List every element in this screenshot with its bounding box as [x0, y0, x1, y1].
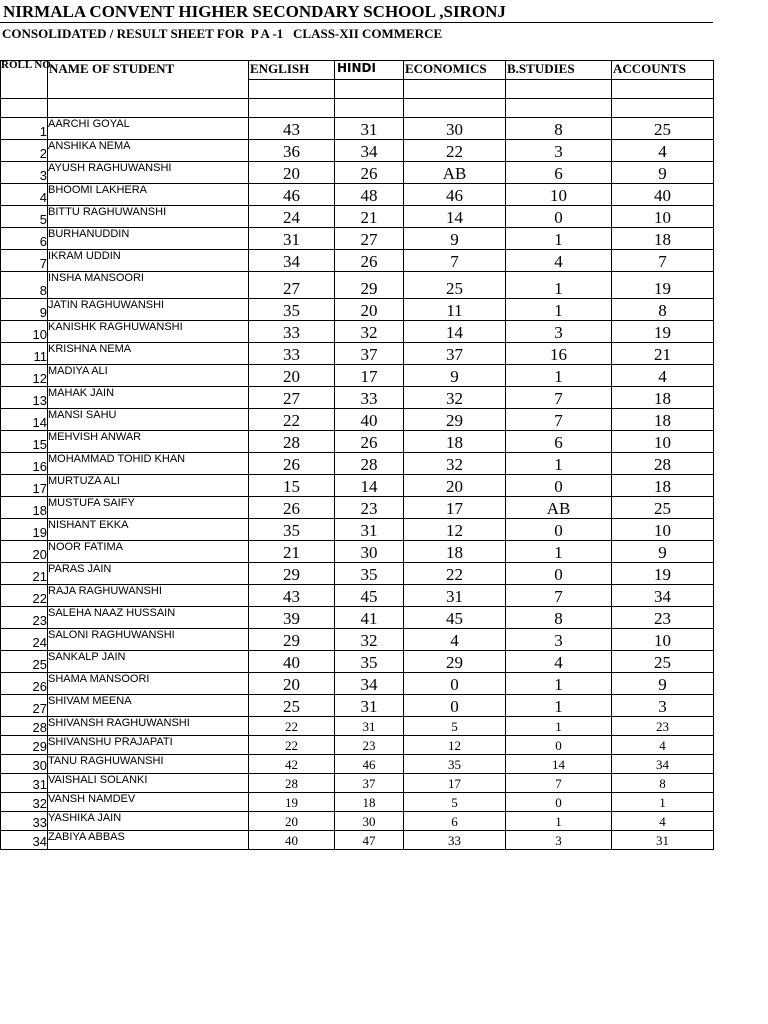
accounts-mark-cell: 7: [612, 250, 714, 272]
table-row: [1, 162, 714, 184]
english-mark-cell: 35: [249, 299, 335, 321]
student-name-cell: SHAMA MANSOORI: [48, 673, 249, 695]
hindi-mark-cell: 30: [335, 812, 404, 831]
table-row: [1, 755, 714, 774]
table-row: [1, 140, 714, 162]
roll-number-cell: 33: [1, 812, 48, 831]
economics-mark-cell: 33: [404, 831, 506, 850]
table-row: [1, 206, 714, 228]
economics-mark-cell: 46: [404, 184, 506, 206]
accounts-mark-cell: 9: [612, 673, 714, 695]
roll-number-cell: 22: [1, 585, 48, 607]
table-row: [1, 541, 714, 563]
empty-cell: [506, 80, 612, 99]
english-mark-cell: 36: [249, 140, 335, 162]
english-mark-cell: 40: [249, 651, 335, 673]
english-mark-cell: 22: [249, 736, 335, 755]
hindi-mark-cell: 29: [335, 272, 404, 299]
student-name-cell: ZABIYA ABBAS: [48, 831, 249, 850]
roll-number-cell: 23: [1, 607, 48, 629]
roll-number-cell: 20: [1, 541, 48, 563]
english-mark-cell: 43: [249, 585, 335, 607]
bstudies-mark-cell: 8: [506, 118, 612, 140]
table-row: [1, 831, 714, 850]
hindi-mark-cell: 37: [335, 774, 404, 793]
table-row: [1, 431, 714, 453]
bstudies-mark-cell: 6: [506, 431, 612, 453]
roll-number-cell: 34: [1, 831, 48, 850]
student-name-cell: PARAS JAIN: [48, 563, 249, 585]
table-row: [1, 793, 714, 812]
roll-number-cell: 19: [1, 519, 48, 541]
table-row: [1, 717, 714, 736]
hindi-mark-cell: 18: [335, 793, 404, 812]
student-name-cell: NISHANT EKKA: [48, 519, 249, 541]
english-mark-cell: 28: [249, 431, 335, 453]
hindi-mark-cell: 31: [335, 695, 404, 717]
student-name-cell: KANISHK RAGHUWANSHI: [48, 321, 249, 343]
student-name-cell: IKRAM UDDIN: [48, 250, 249, 272]
accounts-mark-cell: 10: [612, 431, 714, 453]
accounts-mark-cell: 31: [612, 831, 714, 850]
table-row: [1, 519, 714, 541]
bstudies-mark-cell: 7: [506, 387, 612, 409]
hindi-mark-cell: 35: [335, 651, 404, 673]
table-row: [1, 475, 714, 497]
roll-number-cell: 15: [1, 431, 48, 453]
student-name-cell: KRISHNA NEMA: [48, 343, 249, 365]
student-name-cell: SALEHA NAAZ HUSSAIN: [48, 607, 249, 629]
table-row: [1, 695, 714, 717]
english-mark-cell: 26: [249, 497, 335, 519]
hindi-mark-cell: 40: [335, 409, 404, 431]
bstudies-mark-cell: 3: [506, 629, 612, 651]
roll-number-cell: 30: [1, 755, 48, 774]
bstudies-mark-cell: 0: [506, 793, 612, 812]
economics-mark-cell: 6: [404, 812, 506, 831]
english-mark-cell: 27: [249, 272, 335, 299]
student-name-cell: AYUSH RAGHUWANSHI: [48, 162, 249, 184]
roll-number-cell: 29: [1, 736, 48, 755]
economics-mark-cell: 14: [404, 321, 506, 343]
student-name-cell: TANU RAGHUWANSHI: [48, 755, 249, 774]
table-row: [1, 607, 714, 629]
bstudies-mark-cell: 0: [506, 736, 612, 755]
accounts-mark-cell: 21: [612, 343, 714, 365]
school-name: NIRMALA CONVENT HIGHER SECONDARY SCHOOL ,SIRONJ: [3, 2, 506, 21]
roll-number-cell: 13: [1, 387, 48, 409]
english-mark-cell: 29: [249, 563, 335, 585]
hindi-mark-cell: 28: [335, 453, 404, 475]
accounts-mark-cell: 23: [612, 717, 714, 736]
bstudies-mark-cell: 1: [506, 453, 612, 475]
bstudies-mark-cell: 3: [506, 321, 612, 343]
table-row: [1, 629, 714, 651]
accounts-mark-cell: 19: [612, 563, 714, 585]
empty-cell: [335, 80, 404, 99]
bstudies-mark-cell: 7: [506, 585, 612, 607]
hindi-mark-cell: 47: [335, 831, 404, 850]
hindi-mark-cell: 26: [335, 162, 404, 184]
economics-mark-cell: 35: [404, 755, 506, 774]
bstudies-mark-cell: 1: [506, 673, 612, 695]
student-name-cell: MUSTUFA SAIFY: [48, 497, 249, 519]
accounts-mark-cell: 34: [612, 755, 714, 774]
column-header-accounts: ACCOUNTS: [612, 61, 714, 80]
accounts-mark-cell: 8: [612, 774, 714, 793]
empty-cell: [612, 80, 714, 99]
economics-mark-cell: 5: [404, 793, 506, 812]
economics-mark-cell: 7: [404, 250, 506, 272]
student-name-cell: NOOR FATIMA: [48, 541, 249, 563]
english-mark-cell: 15: [249, 475, 335, 497]
bstudies-mark-cell: 0: [506, 563, 612, 585]
roll-number-cell: 27: [1, 695, 48, 717]
student-rows: [1, 118, 714, 850]
accounts-mark-cell: 9: [612, 541, 714, 563]
empty-cell: [48, 99, 249, 118]
bstudies-mark-cell: 7: [506, 409, 612, 431]
table-row: [1, 563, 714, 585]
student-name-cell: MANSI SAHU: [48, 409, 249, 431]
table-row: [1, 774, 714, 793]
student-name-cell: VANSH NAMDEV: [48, 793, 249, 812]
economics-mark-cell: 18: [404, 431, 506, 453]
economics-mark-cell: 0: [404, 695, 506, 717]
economics-mark-cell: 32: [404, 387, 506, 409]
result-table: [0, 60, 714, 850]
english-mark-cell: 31: [249, 228, 335, 250]
roll-number-cell: 11: [1, 343, 48, 365]
hindi-mark-cell: 33: [335, 387, 404, 409]
accounts-mark-cell: 10: [612, 629, 714, 651]
table-row: [1, 343, 714, 365]
student-name-cell: JATIN RAGHUWANSHI: [48, 299, 249, 321]
english-mark-cell: 26: [249, 453, 335, 475]
column-header-hindi: HINDI: [335, 61, 404, 80]
economics-mark-cell: 22: [404, 563, 506, 585]
accounts-mark-cell: 18: [612, 228, 714, 250]
bstudies-mark-cell: 1: [506, 272, 612, 299]
student-name-cell: SHIVANSH RAGHUWANSHI: [48, 717, 249, 736]
accounts-mark-cell: 3: [612, 695, 714, 717]
bstudies-mark-cell: 6: [506, 162, 612, 184]
roll-number-cell: 7: [1, 250, 48, 272]
bstudies-mark-cell: AB: [506, 497, 612, 519]
empty-cell: [404, 99, 506, 118]
hindi-mark-cell: 26: [335, 250, 404, 272]
accounts-mark-cell: 4: [612, 812, 714, 831]
english-mark-cell: 35: [249, 519, 335, 541]
hindi-mark-cell: 31: [335, 118, 404, 140]
table-row: [1, 365, 714, 387]
roll-number-cell: 9: [1, 299, 48, 321]
roll-number-cell: 32: [1, 793, 48, 812]
student-name-cell: SHIVAM MEENA: [48, 695, 249, 717]
bstudies-mark-cell: 1: [506, 365, 612, 387]
bstudies-mark-cell: 1: [506, 541, 612, 563]
roll-number-cell: 3: [1, 162, 48, 184]
accounts-mark-cell: 18: [612, 387, 714, 409]
bstudies-mark-cell: 0: [506, 519, 612, 541]
accounts-mark-cell: 4: [612, 365, 714, 387]
accounts-mark-cell: 1: [612, 793, 714, 812]
bstudies-mark-cell: 8: [506, 607, 612, 629]
empty-cell: [404, 80, 506, 99]
hindi-mark-cell: 34: [335, 673, 404, 695]
accounts-mark-cell: 18: [612, 409, 714, 431]
table-row: [1, 409, 714, 431]
title-divider: [0, 22, 713, 23]
hindi-mark-cell: 27: [335, 228, 404, 250]
table-row: [1, 736, 714, 755]
bstudies-mark-cell: 1: [506, 812, 612, 831]
roll-number-cell: 5: [1, 206, 48, 228]
hindi-mark-cell: 31: [335, 717, 404, 736]
accounts-mark-cell: 25: [612, 497, 714, 519]
roll-number-cell: 12: [1, 365, 48, 387]
english-mark-cell: 40: [249, 831, 335, 850]
column-header-name: NAME OF STUDENT: [48, 61, 249, 99]
bstudies-mark-cell: 1: [506, 228, 612, 250]
economics-mark-cell: AB: [404, 162, 506, 184]
table-row: [1, 453, 714, 475]
bstudies-mark-cell: 1: [506, 717, 612, 736]
roll-number-cell: 2: [1, 140, 48, 162]
hindi-mark-cell: 34: [335, 140, 404, 162]
hindi-mark-cell: 14: [335, 475, 404, 497]
accounts-mark-cell: 25: [612, 651, 714, 673]
accounts-mark-cell: 10: [612, 519, 714, 541]
table-row: [1, 673, 714, 695]
hindi-mark-cell: 41: [335, 607, 404, 629]
table-row: [1, 497, 714, 519]
hindi-mark-cell: 26: [335, 431, 404, 453]
english-mark-cell: 33: [249, 321, 335, 343]
accounts-mark-cell: 9: [612, 162, 714, 184]
bstudies-mark-cell: 4: [506, 250, 612, 272]
economics-mark-cell: 37: [404, 343, 506, 365]
student-name-cell: AARCHI GOYAL: [48, 118, 249, 140]
empty-cell: [506, 99, 612, 118]
column-header-roll: ROLL NO.: [1, 61, 48, 99]
table-row: [1, 184, 714, 206]
empty-cell: [249, 99, 335, 118]
economics-mark-cell: 25: [404, 272, 506, 299]
economics-mark-cell: 4: [404, 629, 506, 651]
column-header-economics: ECONOMICS: [404, 61, 506, 80]
economics-mark-cell: 12: [404, 736, 506, 755]
bstudies-mark-cell: 10: [506, 184, 612, 206]
roll-number-cell: 6: [1, 228, 48, 250]
table-row: [1, 228, 714, 250]
table-row: [1, 272, 714, 299]
accounts-mark-cell: 28: [612, 453, 714, 475]
hindi-mark-cell: 37: [335, 343, 404, 365]
bstudies-mark-cell: 1: [506, 299, 612, 321]
english-mark-cell: 39: [249, 607, 335, 629]
student-name-cell: SANKALP JAIN: [48, 651, 249, 673]
english-mark-cell: 27: [249, 387, 335, 409]
student-name-cell: BURHANUDDIN: [48, 228, 249, 250]
hindi-mark-cell: 35: [335, 563, 404, 585]
economics-mark-cell: 17: [404, 497, 506, 519]
english-mark-cell: 34: [249, 250, 335, 272]
bstudies-mark-cell: 7: [506, 774, 612, 793]
economics-mark-cell: 9: [404, 365, 506, 387]
table-row: [1, 118, 714, 140]
english-mark-cell: 29: [249, 629, 335, 651]
roll-number-cell: 4: [1, 184, 48, 206]
empty-cell: [612, 99, 714, 118]
hindi-mark-cell: 21: [335, 206, 404, 228]
english-mark-cell: 46: [249, 184, 335, 206]
english-mark-cell: 28: [249, 774, 335, 793]
roll-number-cell: 28: [1, 717, 48, 736]
economics-mark-cell: 20: [404, 475, 506, 497]
accounts-mark-cell: 23: [612, 607, 714, 629]
student-name-cell: SALONI RAGHUWANSHI: [48, 629, 249, 651]
roll-number-cell: 25: [1, 651, 48, 673]
english-mark-cell: 20: [249, 162, 335, 184]
student-name-cell: MADIYA ALI: [48, 365, 249, 387]
roll-number-cell: 21: [1, 563, 48, 585]
english-mark-cell: 21: [249, 541, 335, 563]
english-mark-cell: 20: [249, 673, 335, 695]
student-name-cell: VAISHALI SOLANKI: [48, 774, 249, 793]
english-mark-cell: 42: [249, 755, 335, 774]
hindi-mark-cell: 17: [335, 365, 404, 387]
english-mark-cell: 25: [249, 695, 335, 717]
student-name-cell: INSHA MANSOORI: [48, 272, 249, 299]
english-mark-cell: 20: [249, 812, 335, 831]
table-row: [1, 299, 714, 321]
table-row: [1, 387, 714, 409]
bstudies-mark-cell: 1: [506, 695, 612, 717]
accounts-mark-cell: 19: [612, 321, 714, 343]
economics-mark-cell: 9: [404, 228, 506, 250]
table-row: [1, 250, 714, 272]
economics-mark-cell: 18: [404, 541, 506, 563]
roll-number-cell: 8: [1, 272, 48, 299]
empty-cell: [335, 99, 404, 118]
english-mark-cell: 43: [249, 118, 335, 140]
column-header-english: ENGLISH: [249, 61, 335, 80]
roll-number-cell: 14: [1, 409, 48, 431]
student-name-cell: ANSHIKA NEMA: [48, 140, 249, 162]
roll-number-cell: 16: [1, 453, 48, 475]
economics-mark-cell: 12: [404, 519, 506, 541]
economics-mark-cell: 32: [404, 453, 506, 475]
hindi-mark-cell: 23: [335, 736, 404, 755]
accounts-mark-cell: 34: [612, 585, 714, 607]
economics-mark-cell: 14: [404, 206, 506, 228]
accounts-mark-cell: 40: [612, 184, 714, 206]
english-mark-cell: 33: [249, 343, 335, 365]
accounts-mark-cell: 4: [612, 140, 714, 162]
accounts-mark-cell: 25: [612, 118, 714, 140]
student-name-cell: MAHAK JAIN: [48, 387, 249, 409]
accounts-mark-cell: 10: [612, 206, 714, 228]
bstudies-mark-cell: 16: [506, 343, 612, 365]
table-row: [1, 651, 714, 673]
economics-mark-cell: 45: [404, 607, 506, 629]
roll-number-cell: 31: [1, 774, 48, 793]
english-mark-cell: 20: [249, 365, 335, 387]
bstudies-mark-cell: 0: [506, 206, 612, 228]
column-header-row: [1, 61, 714, 80]
accounts-mark-cell: 18: [612, 475, 714, 497]
student-name-cell: RAJA RAGHUWANSHI: [48, 585, 249, 607]
accounts-mark-cell: 4: [612, 736, 714, 755]
bstudies-mark-cell: 14: [506, 755, 612, 774]
accounts-mark-cell: 8: [612, 299, 714, 321]
hindi-mark-cell: 30: [335, 541, 404, 563]
economics-mark-cell: 29: [404, 409, 506, 431]
english-mark-cell: 24: [249, 206, 335, 228]
hindi-mark-cell: 46: [335, 755, 404, 774]
english-mark-cell: 22: [249, 409, 335, 431]
economics-mark-cell: 22: [404, 140, 506, 162]
hindi-mark-cell: 32: [335, 629, 404, 651]
student-name-cell: MURTUZA ALI: [48, 475, 249, 497]
roll-number-cell: 1: [1, 118, 48, 140]
roll-number-cell: 10: [1, 321, 48, 343]
bstudies-mark-cell: 4: [506, 651, 612, 673]
empty-cell: [249, 80, 335, 99]
student-name-cell: BITTU RAGHUWANSHI: [48, 206, 249, 228]
student-name-cell: MOHAMMAD TOHID KHAN: [48, 453, 249, 475]
economics-mark-cell: 30: [404, 118, 506, 140]
english-mark-cell: 19: [249, 793, 335, 812]
roll-number-cell: 26: [1, 673, 48, 695]
student-name-cell: SHIVANSHU PRAJAPATI: [48, 736, 249, 755]
sheet-title: CONSOLIDATED / RESULT SHEET FOR P A -1 CLASS-XII COMMERCE: [2, 26, 443, 41]
economics-mark-cell: 31: [404, 585, 506, 607]
bstudies-mark-cell: 0: [506, 475, 612, 497]
hindi-mark-cell: 31: [335, 519, 404, 541]
empty-cell: [1, 99, 48, 118]
economics-mark-cell: 0: [404, 673, 506, 695]
roll-number-cell: 17: [1, 475, 48, 497]
economics-mark-cell: 17: [404, 774, 506, 793]
accounts-mark-cell: 19: [612, 272, 714, 299]
hindi-mark-cell: 20: [335, 299, 404, 321]
roll-number-cell: 18: [1, 497, 48, 519]
hindi-mark-cell: 45: [335, 585, 404, 607]
table-row: [1, 321, 714, 343]
hindi-mark-cell: 23: [335, 497, 404, 519]
economics-mark-cell: 5: [404, 717, 506, 736]
economics-mark-cell: 29: [404, 651, 506, 673]
hindi-mark-cell: 48: [335, 184, 404, 206]
english-mark-cell: 22: [249, 717, 335, 736]
student-name-cell: YASHIKA JAIN: [48, 812, 249, 831]
table-row: [1, 585, 714, 607]
economics-mark-cell: 11: [404, 299, 506, 321]
blank-row: [1, 99, 714, 118]
hindi-mark-cell: 32: [335, 321, 404, 343]
table-row: [1, 812, 714, 831]
roll-number-cell: 24: [1, 629, 48, 651]
student-name-cell: BHOOMI LAKHERA: [48, 184, 249, 206]
student-name-cell: MEHVISH ANWAR: [48, 431, 249, 453]
bstudies-mark-cell: 3: [506, 831, 612, 850]
column-header-bstudies: B.STUDIES: [506, 61, 612, 80]
bstudies-mark-cell: 3: [506, 140, 612, 162]
